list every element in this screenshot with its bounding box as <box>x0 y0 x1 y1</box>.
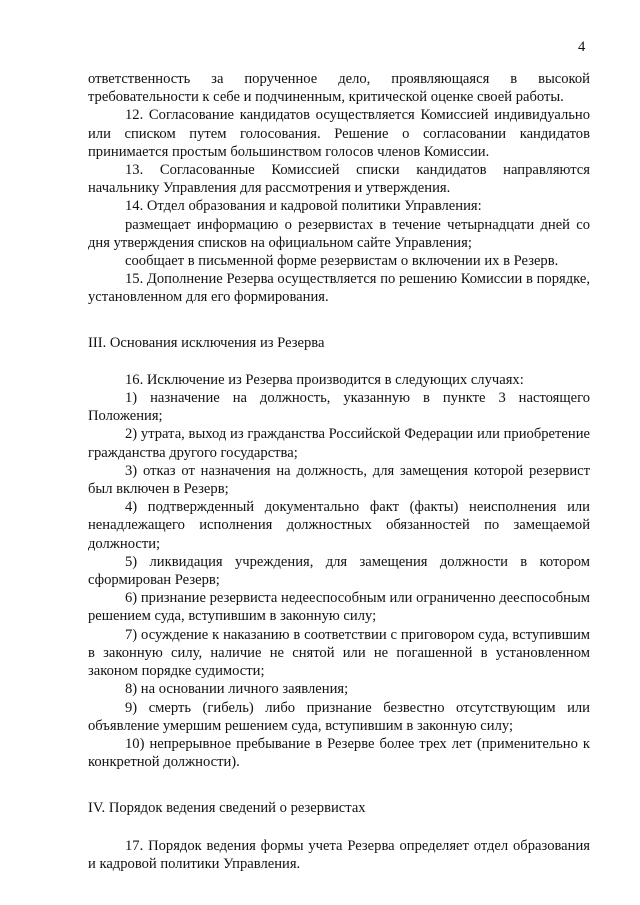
list-item: 8) на основании личного заявления; <box>125 681 349 698</box>
paragraph-14: 14. Отдел образования и кадровой политики Управления: <box>125 198 482 215</box>
paragraph-13: 13. Согласованные Комиссией списки кандидатов направляются начальнику Управления для рассмотрения и утверждения. <box>88 162 590 197</box>
page-number: 4 <box>578 39 586 55</box>
list-item: 1) назначение на должность, указанную в пункте 3 настоящего Положения; <box>88 390 590 425</box>
list-item: 3) отказ от назначения на должность, для замещения которой резервист был включен в Резерв; <box>88 462 590 498</box>
paragraph-12: 12. Согласование кандидатов осуществляется Комиссией индивидуально или списком путем голосования. Решение о согласовании кандидатов принимается простым большинством голосов членов Комиссии. <box>88 107 590 160</box>
list-item: 4) подтвержденный документально факт (факты) неисполнения или ненадлежащего исполнения должностных обязанностей по замещаемой должности; <box>88 499 590 552</box>
paragraph-15: 15. Дополнение Резерва осуществляется по решению Комиссии в порядке, установленном для его формирования. <box>88 271 590 306</box>
list-item: 7) осуждение к наказанию в соответствии с приговором суда, вступившим в законную силу, наличие не снятой или не погашенной в установленном законом порядке судимости; <box>88 626 590 680</box>
list-item: 6) признание резервиста недееспособным или ограниченно дееспособным решением суда, вступившим в законную силу; <box>88 590 590 625</box>
paragraph-14-item: размещает информацию о резервистах в течение четырнадцати дней со дня утверждения списков на официальном сайте Управления; <box>88 216 590 251</box>
paragraph-17: 17. Порядок ведения формы учета Резерва определяет отдел образования и кадровой политики Управления. <box>88 837 590 872</box>
section-heading-iii: III. Основания исключения из Резерва <box>88 334 325 351</box>
list-item: 2) утрата, выход из гражданства Российской Федерации или приобретение гражданства другого государства; <box>88 426 590 461</box>
paragraph-14-item: сообщает в письменной форме резервистам о включении их в Резерв. <box>125 253 559 270</box>
list-item: 10) непрерывное пребывание в Резерве более трех лет (применительно к конкретной должности). <box>88 735 590 771</box>
section-heading-iv: IV. Порядок ведения сведений о резервистах <box>88 800 366 817</box>
list-item: 5) ликвидация учреждения, для замещения должности в котором сформирован Резерв; <box>88 553 590 589</box>
paragraph: ответственность за порученное дело, проявляющаяся в высокой требовательности к себе и подчиненным, критической оценке своей работы. <box>88 71 590 106</box>
list-item: 9) смерть (гибель) либо признание безвестно отсутствующим или объявление умершим решением суда, вступившим в законную силу; <box>88 699 590 734</box>
document-body <box>88 70 590 873</box>
paragraph-16: 16. Исключение из Резерва производится в следующих случаях: <box>125 371 524 388</box>
